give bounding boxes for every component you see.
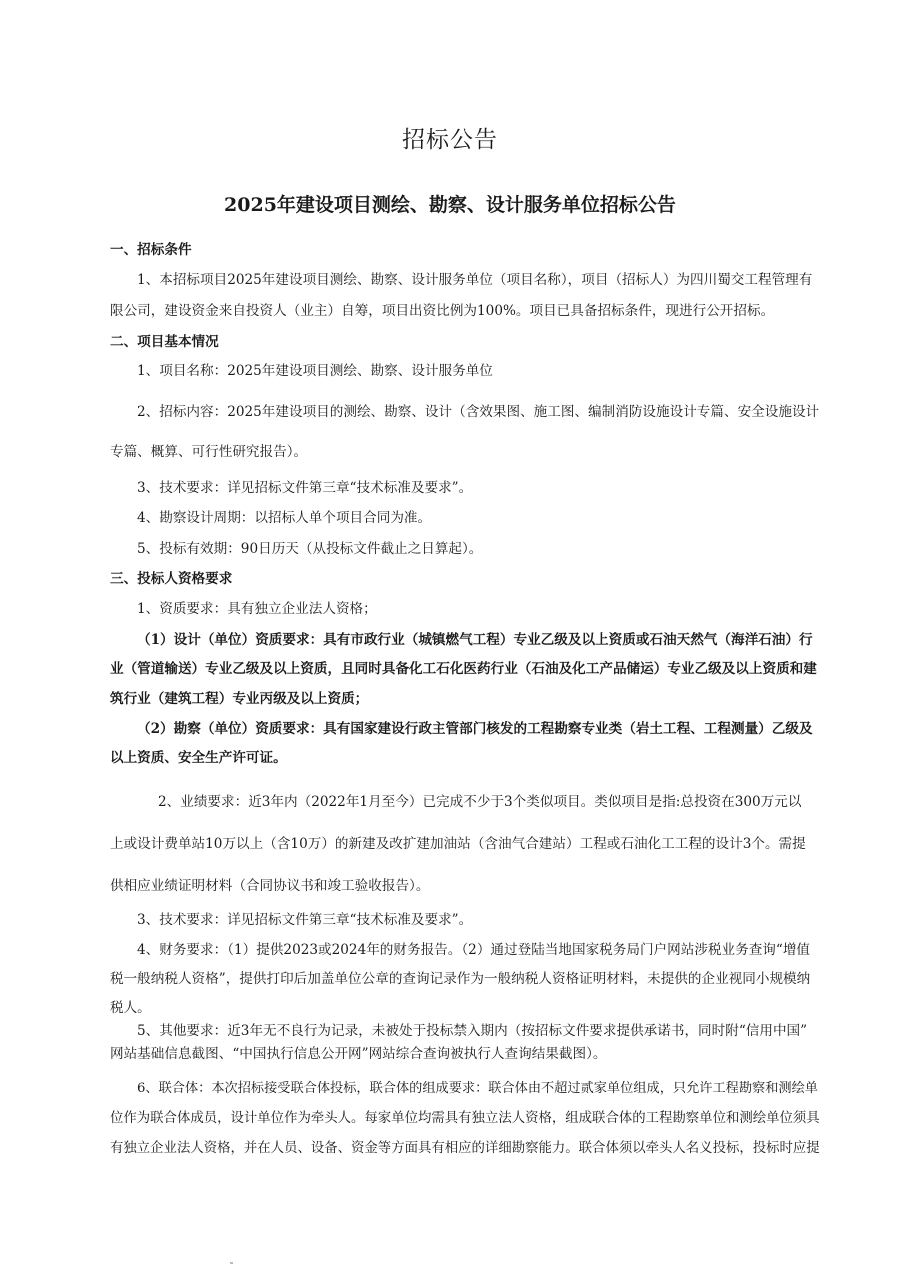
financial-requirement-line: 税人。 — [110, 1000, 151, 1016]
financial-requirement-line: 税一般纳税人资格”，提供打印后加盖单位公章的查询记录作为一般纳税人资格证明材料，未提供的企业视同小规模纳 — [110, 971, 811, 987]
scan-speck — [230, 1262, 233, 1264]
technical-requirement-item: 3、技术要求：详见招标文件第三章“技术标准及要求”。 — [137, 480, 473, 496]
performance-requirement-line: 上或设计费单站10万以上（含10万）的新建及改扩建加油站（含油气合建站）工程或石油化工工程的设计3个。需提 — [110, 836, 806, 852]
page-subtitle: 2025年建设项目测绘、勘察、设计服务单位招标公告 — [224, 194, 676, 216]
consortium-requirement-line: 6、联合体：本次招标接受联合体投标，联合体的组成要求：联合体由不超过贰家单位组成，只允许工程勘察和测绘单 — [137, 1081, 818, 1096]
qualification-requirement: 1、资质要求：具有独立企业法人资格； — [137, 601, 377, 617]
bid-validity-item: 5、投标有效期：90日历天（从投标文件截止之日算起）。 — [137, 541, 483, 557]
performance-requirement-line: 供相应业绩证明材料（合同协议书和竣工验收报告）。 — [110, 878, 430, 894]
tender-content-line: 专篇、概算、可行性研究报告）。 — [110, 444, 308, 460]
financial-requirement-line: 4、财务要求：（1）提供2023或2024年的财务报告。（2）通过登陆当地国家税务局门户网站涉税业务查询“增值 — [137, 942, 811, 958]
design-qualification-line: 业（管道输送）专业乙级及以上资质，且同时具备化工石化医药行业（石油及化工产品储运）专业乙级及以上资质和建 — [110, 661, 817, 677]
design-qualification-line: （1）设计（单位）资质要求：具有市政行业（城镇燃气工程）专业乙级及以上资质或石油天然气（海洋石油）行 — [137, 632, 813, 648]
section-1-heading: 一、招标条件 — [110, 242, 192, 258]
section-1-paragraph-line: 1、本招标项目2025年建设项目测绘、勘察、设计服务单位（项目名称），项目（招标人）为四川蜀交工程管理有 — [137, 272, 813, 288]
section-1-paragraph-line: 限公司，建设资金来自投资人（业主）自筹，项目出资比例为100%。项目已具备招标条件，现进行公开招标。 — [110, 303, 775, 319]
section-2-heading: 二、项目基本情况 — [110, 334, 219, 350]
page-title: 招标公告 — [402, 127, 498, 153]
project-name-item: 1、项目名称：2025年建设项目测绘、勘察、设计服务单位 — [137, 363, 493, 379]
design-qualification-line: 筑行业（建筑工程）专业丙级及以上资质； — [110, 691, 369, 707]
performance-requirement-line: 2、业绩要求：近3年内（2022年1月至今）已完成不少于3个类似项目。类似项目是指:总投资在300万元以 — [158, 794, 802, 810]
consortium-requirement-line: 位作为联合体成员，设计单位作为牵头人。每家单位均需具有独立法人资格，组成联合体的工程勘察单位和测绘单位须具 — [110, 1111, 820, 1126]
survey-qualification-line: 以上资质、安全生产许可证。 — [110, 750, 287, 766]
section-3-heading: 三、投标人资格要求 — [110, 571, 233, 587]
technical-requirement-item: 3、技术要求：详见招标文件第三章“技术标准及要求”。 — [137, 912, 473, 928]
consortium-requirement-line: 有独立企业法人资格，并在人员、设备、资金等方面具有相应的详细勘察能力。联合体须以牵头人名义投标，投标时应提 — [110, 1141, 820, 1156]
design-period-item: 4、勘察设计周期：以招标人单个项目合同为准。 — [137, 510, 432, 526]
tender-content-line: 2、招标内容：2025年建设项目的测绘、勘察、设计（含效果图、施工图、编制消防设施设计专篇、安全设施设计 — [137, 404, 820, 420]
other-requirement-line: 网站基础信息截图、“中国执行信息公开网”网站综合查询被执行人查询结果截图）。 — [110, 1046, 607, 1062]
survey-qualification-line: （2）勘察（单位）资质要求：具有国家建设行政主管部门核发的工程勘察专业类（岩土工程、工程测量）乙级及 — [137, 721, 813, 737]
other-requirement-line: 5、其他要求：近3年无不良行为记录，未被处于投标禁入期内（按招标文件要求提供承诺书，同时附“信用中国” — [137, 1023, 808, 1039]
